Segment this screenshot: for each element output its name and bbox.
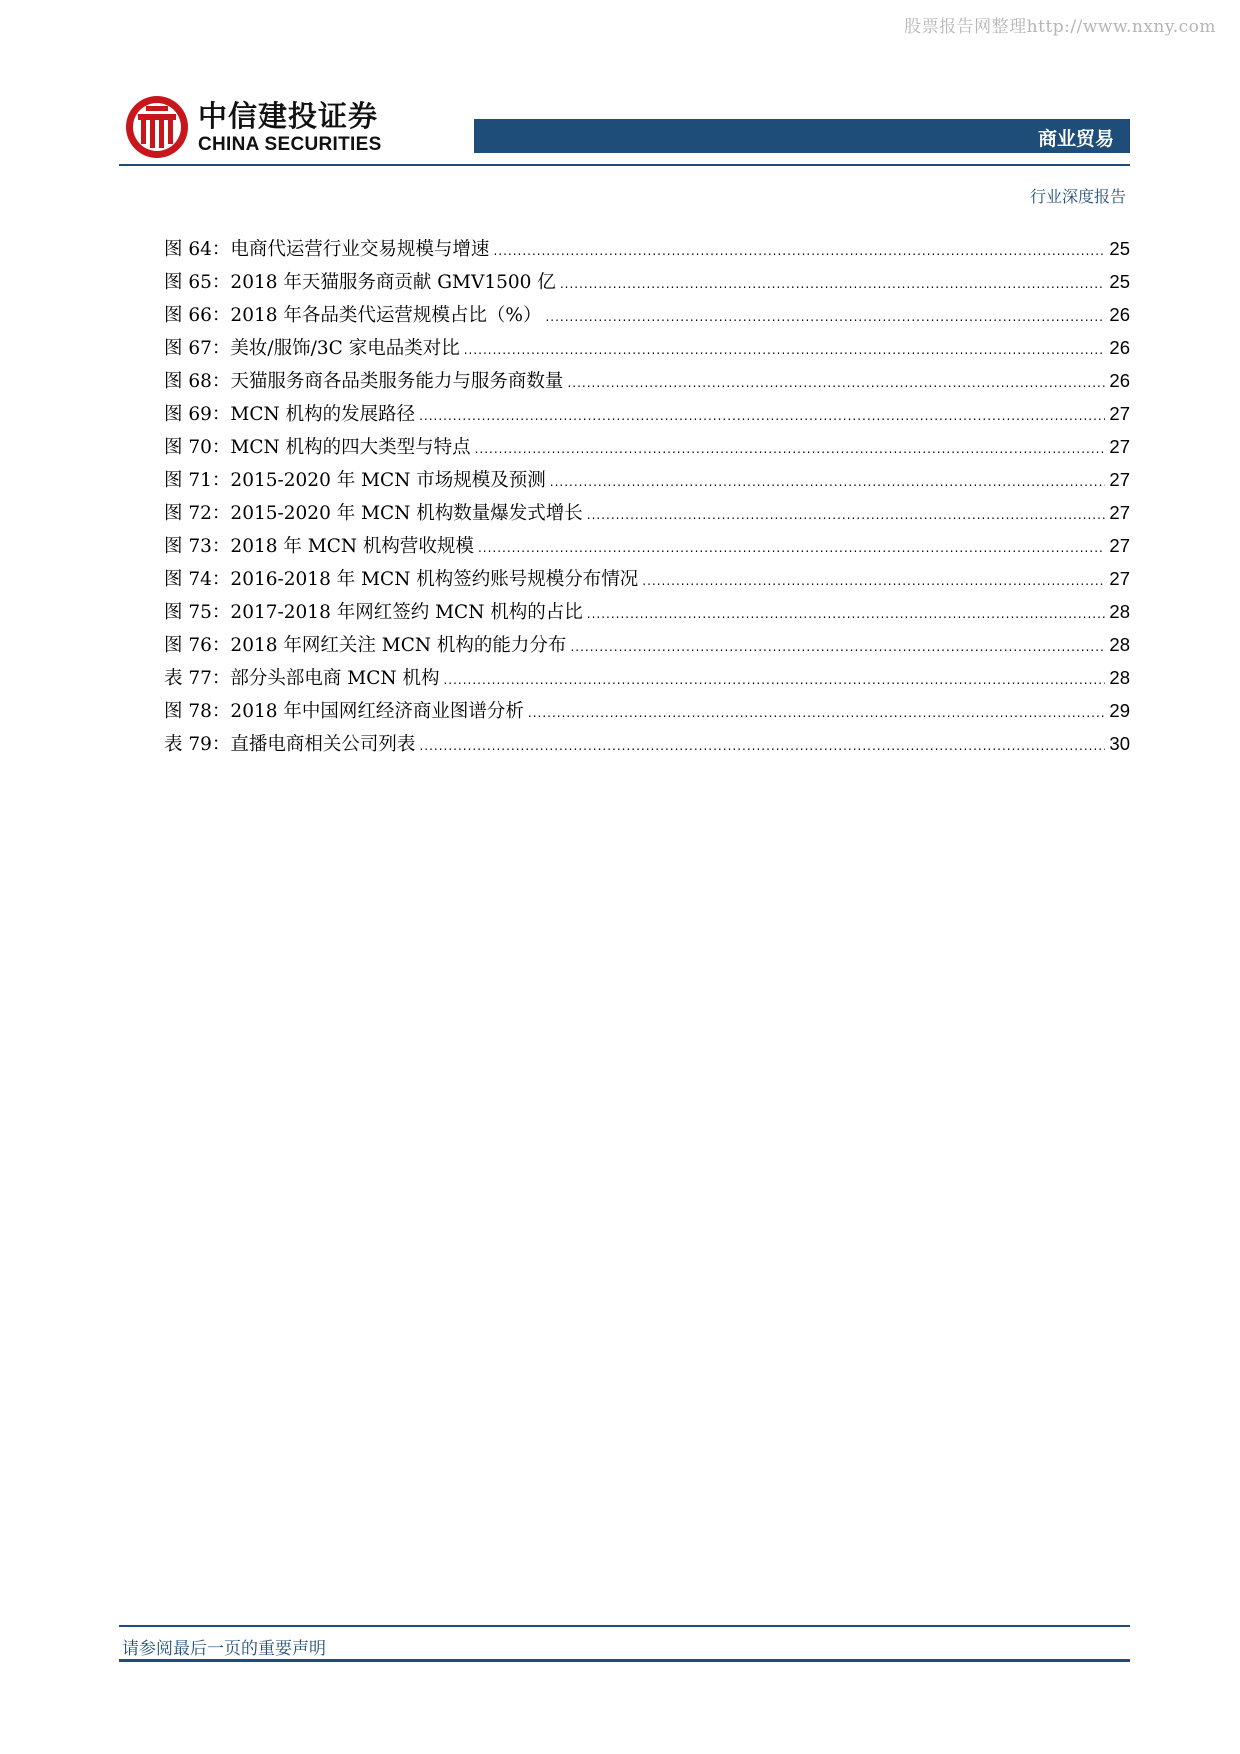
toc-entry-title: MCN 机构的发展路径 xyxy=(230,404,416,425)
footer-divider-bottom xyxy=(119,1659,1130,1662)
toc-entry[interactable] xyxy=(164,529,1130,562)
toc-dot-leader xyxy=(567,367,1105,400)
toc-dot-leader xyxy=(478,532,1105,565)
toc-entry-title: 2015-2020 年 MCN 市场规模及预测 xyxy=(230,470,546,491)
toc-entry-title: 2015-2020 年 MCN 机构数量爆发式增长 xyxy=(230,503,583,524)
toc-entry[interactable] xyxy=(164,364,1130,397)
toc-page-number: 25 xyxy=(1109,238,1130,259)
toc-page-number: 27 xyxy=(1109,535,1130,556)
toc-entry[interactable] xyxy=(164,265,1130,298)
toc-dot-leader xyxy=(419,730,1105,763)
toc-entry[interactable] xyxy=(164,463,1130,496)
toc-entry-title: 2018 年各品类代运营规模占比（%） xyxy=(230,305,542,326)
toc-entry-label: 表 79： xyxy=(164,734,231,755)
toc-entry-label: 图 64： xyxy=(164,239,231,260)
footer-divider-top xyxy=(119,1625,1130,1627)
toc-page-number: 28 xyxy=(1109,667,1130,688)
toc-dot-leader xyxy=(475,433,1106,466)
toc-page-number: 26 xyxy=(1109,304,1130,325)
toc-entry-label: 图 71： xyxy=(164,470,231,491)
toc-dot-leader xyxy=(443,664,1105,697)
citic-emblem-icon xyxy=(124,94,190,160)
toc-entry[interactable] xyxy=(164,694,1130,727)
company-logo xyxy=(124,92,414,162)
toc-entry-title: 2018 年天猫服务商贡献 GMV1500 亿 xyxy=(230,272,556,293)
toc-entry-title: 直播电商相关公司列表 xyxy=(230,734,416,755)
toc-entry-label: 图 66： xyxy=(164,305,231,326)
toc-entry-title: MCN 机构的四大类型与特点 xyxy=(230,437,471,458)
watermark-text: 股票报告网整理http://www.nxny.com xyxy=(904,17,1216,37)
toc-page-number: 27 xyxy=(1109,568,1130,589)
toc-entry-title: 电商代运营行业交易规模与增速 xyxy=(230,239,490,260)
toc-entry-title: 2016-2018 年 MCN 机构签约账号规模分布情况 xyxy=(230,569,639,590)
toc-entry-label: 图 78： xyxy=(164,701,231,722)
toc-dot-leader xyxy=(587,598,1106,631)
toc-page-number: 25 xyxy=(1109,271,1130,292)
toc-entry[interactable] xyxy=(164,430,1130,463)
toc-entry-label: 图 70： xyxy=(164,437,231,458)
toc-page-number: 26 xyxy=(1109,337,1130,358)
toc-entry-label: 图 72： xyxy=(164,503,231,524)
toc-entry-title: 2018 年中国网红经济商业图谱分析 xyxy=(230,701,524,722)
sector-banner xyxy=(474,119,1130,153)
toc-entry[interactable] xyxy=(164,397,1130,430)
toc-entry[interactable] xyxy=(164,661,1130,694)
toc-entry-title: 2017-2018 年网红签约 MCN 机构的占比 xyxy=(230,602,583,623)
toc-entry-label: 图 69： xyxy=(164,404,231,425)
toc-entry[interactable] xyxy=(164,562,1130,595)
toc-page-number: 28 xyxy=(1109,634,1130,655)
toc-entry-label: 图 74： xyxy=(164,569,231,590)
toc-entry-label: 图 76： xyxy=(164,635,231,656)
toc-entry-title: 天猫服务商各品类服务能力与服务商数量 xyxy=(230,371,564,392)
toc-entry[interactable] xyxy=(164,595,1130,628)
toc-entry-label: 表 77： xyxy=(164,668,231,689)
toc-entry-title: 部分头部电商 MCN 机构 xyxy=(230,668,440,689)
toc-page-number: 30 xyxy=(1109,733,1130,754)
toc-dot-leader xyxy=(493,235,1105,268)
toc-dot-leader xyxy=(528,697,1106,730)
company-name-en: CHINA SECURITIES xyxy=(198,134,382,155)
toc-dot-leader xyxy=(419,400,1105,433)
toc-dot-leader xyxy=(464,334,1106,367)
toc-page-number: 28 xyxy=(1109,601,1130,622)
toc-entry[interactable] xyxy=(164,727,1130,760)
toc-dot-leader xyxy=(560,268,1106,301)
toc-entry-label: 图 73： xyxy=(164,536,231,557)
footer-disclaimer: 请参阅最后一页的重要声明 xyxy=(122,1639,326,1659)
toc-page-number: 27 xyxy=(1109,502,1130,523)
toc-page-number: 27 xyxy=(1109,436,1130,457)
company-name-cn: 中信建投证券 xyxy=(198,99,379,133)
toc-dot-leader xyxy=(550,466,1106,499)
toc-entry-label: 图 68： xyxy=(164,371,231,392)
toc-dot-leader xyxy=(545,301,1105,334)
table-of-figures xyxy=(164,232,1130,760)
toc-entry-title: 2018 年 MCN 机构营收规模 xyxy=(230,536,474,557)
toc-page-number: 27 xyxy=(1109,403,1130,424)
toc-dot-leader xyxy=(642,565,1105,598)
toc-dot-leader xyxy=(587,499,1106,532)
toc-page-number: 26 xyxy=(1109,370,1130,391)
toc-entry[interactable] xyxy=(164,628,1130,661)
toc-entry-label: 图 65： xyxy=(164,272,231,293)
toc-page-number: 27 xyxy=(1109,469,1130,490)
toc-entry-label: 图 75： xyxy=(164,602,231,623)
toc-dot-leader xyxy=(570,631,1105,664)
toc-entry[interactable] xyxy=(164,331,1130,364)
toc-entry[interactable] xyxy=(164,496,1130,529)
header-divider xyxy=(119,164,1130,166)
toc-entry[interactable] xyxy=(164,298,1130,331)
toc-entry-title: 美妆/服饰/3C 家电品类对比 xyxy=(230,338,460,359)
sector-label: 商业贸易 xyxy=(1037,128,1114,150)
toc-entry-label: 图 67： xyxy=(164,338,231,359)
toc-page-number: 29 xyxy=(1109,700,1130,721)
toc-entry-title: 2018 年网红关注 MCN 机构的能力分布 xyxy=(230,635,567,656)
toc-entry[interactable] xyxy=(164,232,1130,265)
report-type-label: 行业深度报告 xyxy=(1029,187,1126,206)
